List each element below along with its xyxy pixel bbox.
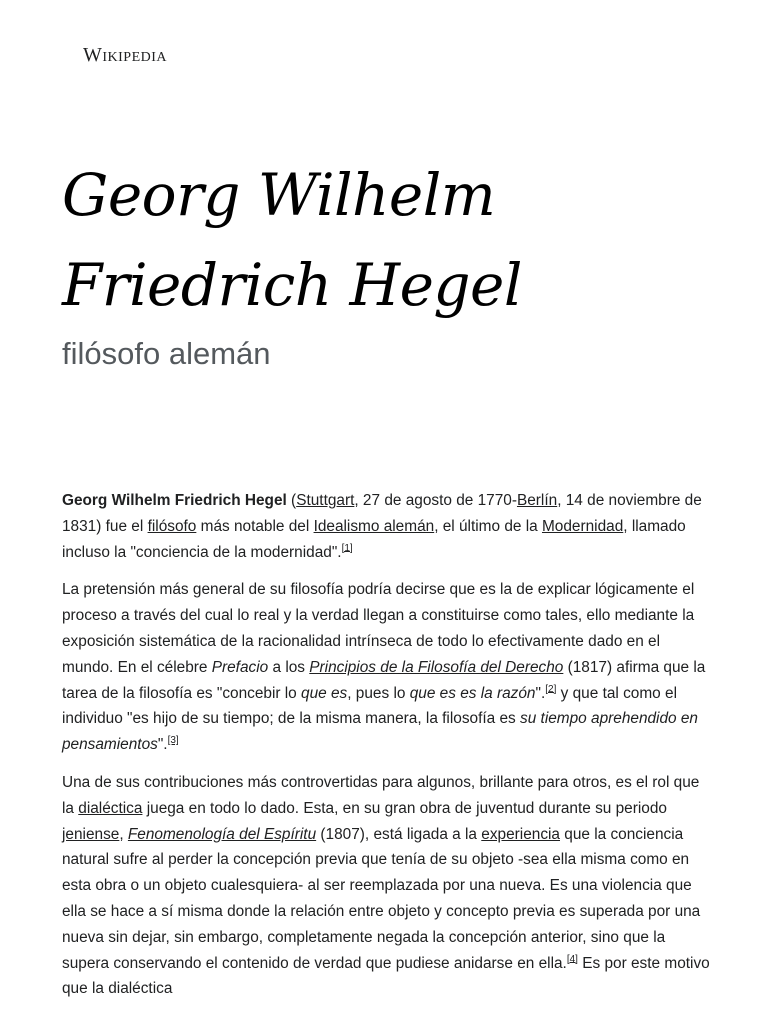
article-body	[62, 488, 712, 1014]
link-stuttgart[interactable]: Stuttgart	[296, 492, 355, 509]
reference-1[interactable]: [1]	[341, 542, 353, 554]
paragraph-dialectic: Una de sus contribuciones más controvertidas para algunos, brillante para otros, es el rol que la dialéctica juega en todo lo dado. Esta, en su gran obra de juventud durante su periodo jeniense, Fenomenología del Espíritu (1807), está ligada a la experiencia que la conciencia natural sufre al perder la concepción previa que tenía de su objeto -sea ella misma como en esta obra o un objeto cualesquiera- al ser reemplazada por una nueva. Es una violencia que ella se hace a sí misma donde la relación entre objeto y concepto previa es superada por una nueva sin dejar, sin embargo, completamente negada la concepción anterior, sino que la supera conservando el contenido de verdad que pudiese anidarse en ella.[4] Es por este motivo que la dialéctica	[62, 773, 710, 998]
link-filosofo[interactable]: filósofo	[147, 517, 197, 535]
wikipedia-logo[interactable]: Wikipedia	[83, 44, 168, 66]
reference-3[interactable]: [3]	[167, 735, 179, 747]
page-description: filósofo alemán	[62, 336, 271, 371]
reference-4[interactable]: [4]	[566, 953, 578, 965]
link-idealismo-aleman[interactable]: Idealismo alemán	[313, 517, 435, 535]
link-modernidad[interactable]: Modernidad	[541, 517, 624, 535]
link-experiencia[interactable]: experiencia	[481, 825, 560, 843]
link-dialectica[interactable]: dialéctica	[78, 799, 143, 817]
link-principios-filosofia-derecho[interactable]: Principios de la Filosofía del Derecho	[309, 658, 564, 676]
paragraph-intro: Georg Wilhelm Friedrich Hegel (Stuttgart, 27 de agosto de 1770-Berlín, 14 de noviembre de 1831) fue el filósofo más notable del Idealismo alemán, el último de la Modernidad, llamado incluso la "conciencia de la modernidad".[1]	[62, 492, 702, 561]
reference-2[interactable]: [2]	[545, 683, 557, 695]
subject-name: Georg Wilhelm Friedrich Hegel	[62, 492, 287, 509]
link-jeniense[interactable]: jeniense	[62, 825, 120, 843]
paragraph-philosophy: La pretensión más general de su filosofía podría decirse que es la de explicar lógicamente el proceso a través del cual lo real y la verdad llegan a constituirse como tales, ello mediante la exposición sistemática de la racionalidad intrínseca de todo lo efectivamente dado en el mundo. En el célebre Prefacio a los Principios de la Filosofía del Derecho (1817) afirma que la tarea de la filosofía es "concebir lo que es, pues lo que es es la razón".[2] y que tal como el individuo "es hijo de su tiempo; de la misma manera, la filosofía es su tiempo aprehendido en pensamientos".[3]	[62, 581, 706, 754]
link-fenomenologia-espiritu[interactable]: Fenomenología del Espíritu	[127, 825, 317, 843]
link-berlin[interactable]: Berlín	[516, 492, 558, 509]
page-title: Georg Wilhelm Friedrich Hegel	[62, 161, 522, 319]
